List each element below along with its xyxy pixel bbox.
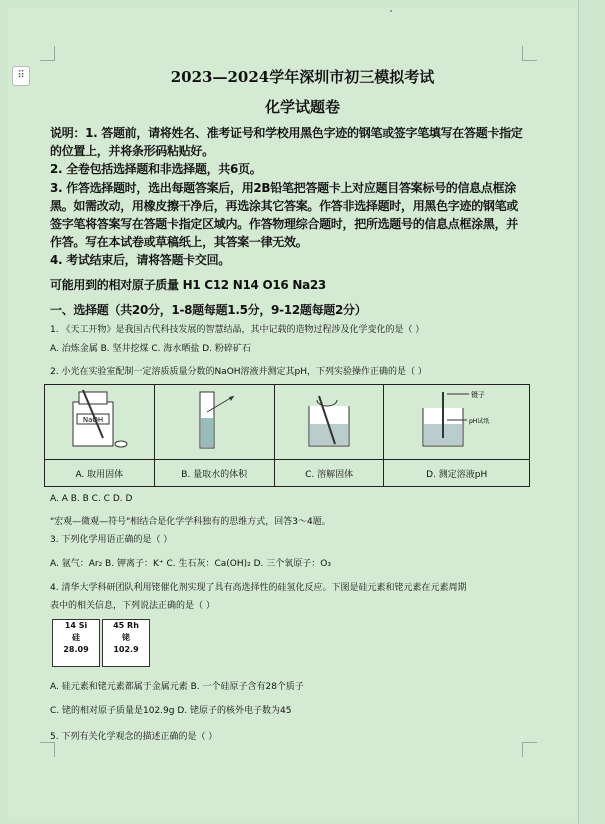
atomic-mass: 102.9 <box>113 645 139 654</box>
naoh-label: NaOH <box>83 416 104 424</box>
drag-handle-icon[interactable]: ⠿ <box>12 66 30 86</box>
instruction-line: 2. 全卷包括选择题和非选择题，共6页。 <box>50 162 262 176</box>
option-c-label: C. 溶解固体 <box>274 460 384 487</box>
instruction-line: 4. 考试结束后，请将答题卡交回。 <box>50 253 230 267</box>
question-1-stem: 1. 《天工开物》是我国古代科技发展的智慧结晶，其中记载的造物过程涉及化学变化的是（ ） <box>50 325 425 335</box>
instruction-line: 签字笔将答案写在答题卡指定区域内。作答物理综合题时，把所选题号的信息点框涂黑，并 <box>50 217 519 231</box>
reagent-bottle-icon <box>69 388 129 452</box>
question-3-options: A. 氩气：Ar₂ B. 钾离子：K⁺ C. 生石灰：Ca(OH)₂ D. 三个氧原子：O₃ <box>50 559 331 569</box>
page-edge <box>578 0 579 824</box>
image-cell-d <box>384 385 530 460</box>
beaker-stirring-icon <box>299 388 359 452</box>
atomic-number: 45 <box>113 621 125 630</box>
instruction-line: 黑。如需改动，用橡皮擦干净后，再选涂其它答案。作答非选择题时，用黑色字迹的钢笔或 <box>50 199 519 213</box>
option-d-label: D. 测定溶液pH <box>384 460 530 487</box>
option-b-label: B. 量取水的体积 <box>154 460 274 487</box>
element-name: 硅 <box>72 633 80 642</box>
question-1-options: A. 冶炼金属 B. 坚井挖煤 C. 海水晒盐 D. 粉碎矿石 <box>50 344 251 354</box>
instruction-line: 说明：1. 答题前，请将姓名、准考证号和学校用黑色字迹的钢笔或签字笔填写在答题卡指定 <box>50 126 523 140</box>
exam-title: 2023—2024学年深圳市初三模拟考试 <box>170 68 435 86</box>
crop-mark-top-left <box>40 46 55 61</box>
atomic-number: 14 <box>64 621 76 630</box>
image-cell-a <box>45 385 155 460</box>
ph-test-icon <box>417 388 497 452</box>
element-name: 铑 <box>122 633 130 642</box>
ph-paper-label: pH试纸 <box>468 418 490 425</box>
option-a-label: A. 取用固体 <box>45 460 155 487</box>
group-intro: "宏观—微观—符号"相结合是化学学科独有的思维方式，回答3～4题。 <box>50 517 331 527</box>
element-symbol: Rh <box>127 621 139 630</box>
section-heading: 一、选择题（共20分，1-8题每题1.5分，9-12题每题2分） <box>50 303 367 317</box>
crop-mark-bottom-right <box>522 742 537 757</box>
instruction-line: 作答。写在本试卷或草稿纸上，其答案一律无效。 <box>50 235 308 249</box>
instruction-line: 的位置上，并将条形码粘贴好。 <box>50 144 214 158</box>
question-2-answers: A. A B. B C. C D. D <box>50 494 133 504</box>
graduated-cylinder-icon <box>184 388 244 452</box>
image-cell-c <box>274 385 384 460</box>
question-3-stem: 3. 下列化学用语正确的是（ ） <box>50 535 173 545</box>
question-4-stem: 4. 清华大学科研团队利用铑催化剂实现了具有高选择性的硅氢化反应。下图是硅元素和铑元素在元素周期 <box>50 583 467 593</box>
question-4-options-cd: C. 铑的相对原子质量是102.9g D. 铑原子的核外电子数为45 <box>50 706 292 716</box>
crop-mark-bottom-left <box>40 742 55 757</box>
instruction-line: 3. 作答选择题时，选出每题答案后，用2B铅笔把答题卡上对应题目答案标号的信息点框涂 <box>50 181 516 195</box>
image-cell-b <box>154 385 274 460</box>
tweezers-label: 镊子 <box>470 391 485 399</box>
atomic-mass-line: 可能用到的相对原子质量 H1 C12 N14 O16 Na23 <box>50 278 326 292</box>
question-5-stem: 5. 下列有关化学观念的描述正确的是（ ） <box>50 732 218 742</box>
scroll-indicator <box>390 10 392 12</box>
element-symbol: Si <box>78 621 88 630</box>
exam-subtitle: 化学试题卷 <box>264 98 340 116</box>
question-4-options-ab: A. 硅元素和铑元素都属于金属元素 B. 一个硅原子含有28个质子 <box>50 682 304 692</box>
question-2-stem: 2. 小光在实验室配制一定溶质质量分数的NaOH溶液并测定其pH，下列实验操作正确的是（ ） <box>50 367 427 377</box>
question-4-stem: 表中的相关信息，下列说法正确的是（ ） <box>50 601 215 611</box>
crop-mark-top-right <box>522 46 537 61</box>
element-tile-rh <box>102 619 150 667</box>
question-2-table <box>44 384 530 487</box>
atomic-mass: 28.09 <box>63 645 89 654</box>
element-tile-si <box>52 619 100 667</box>
